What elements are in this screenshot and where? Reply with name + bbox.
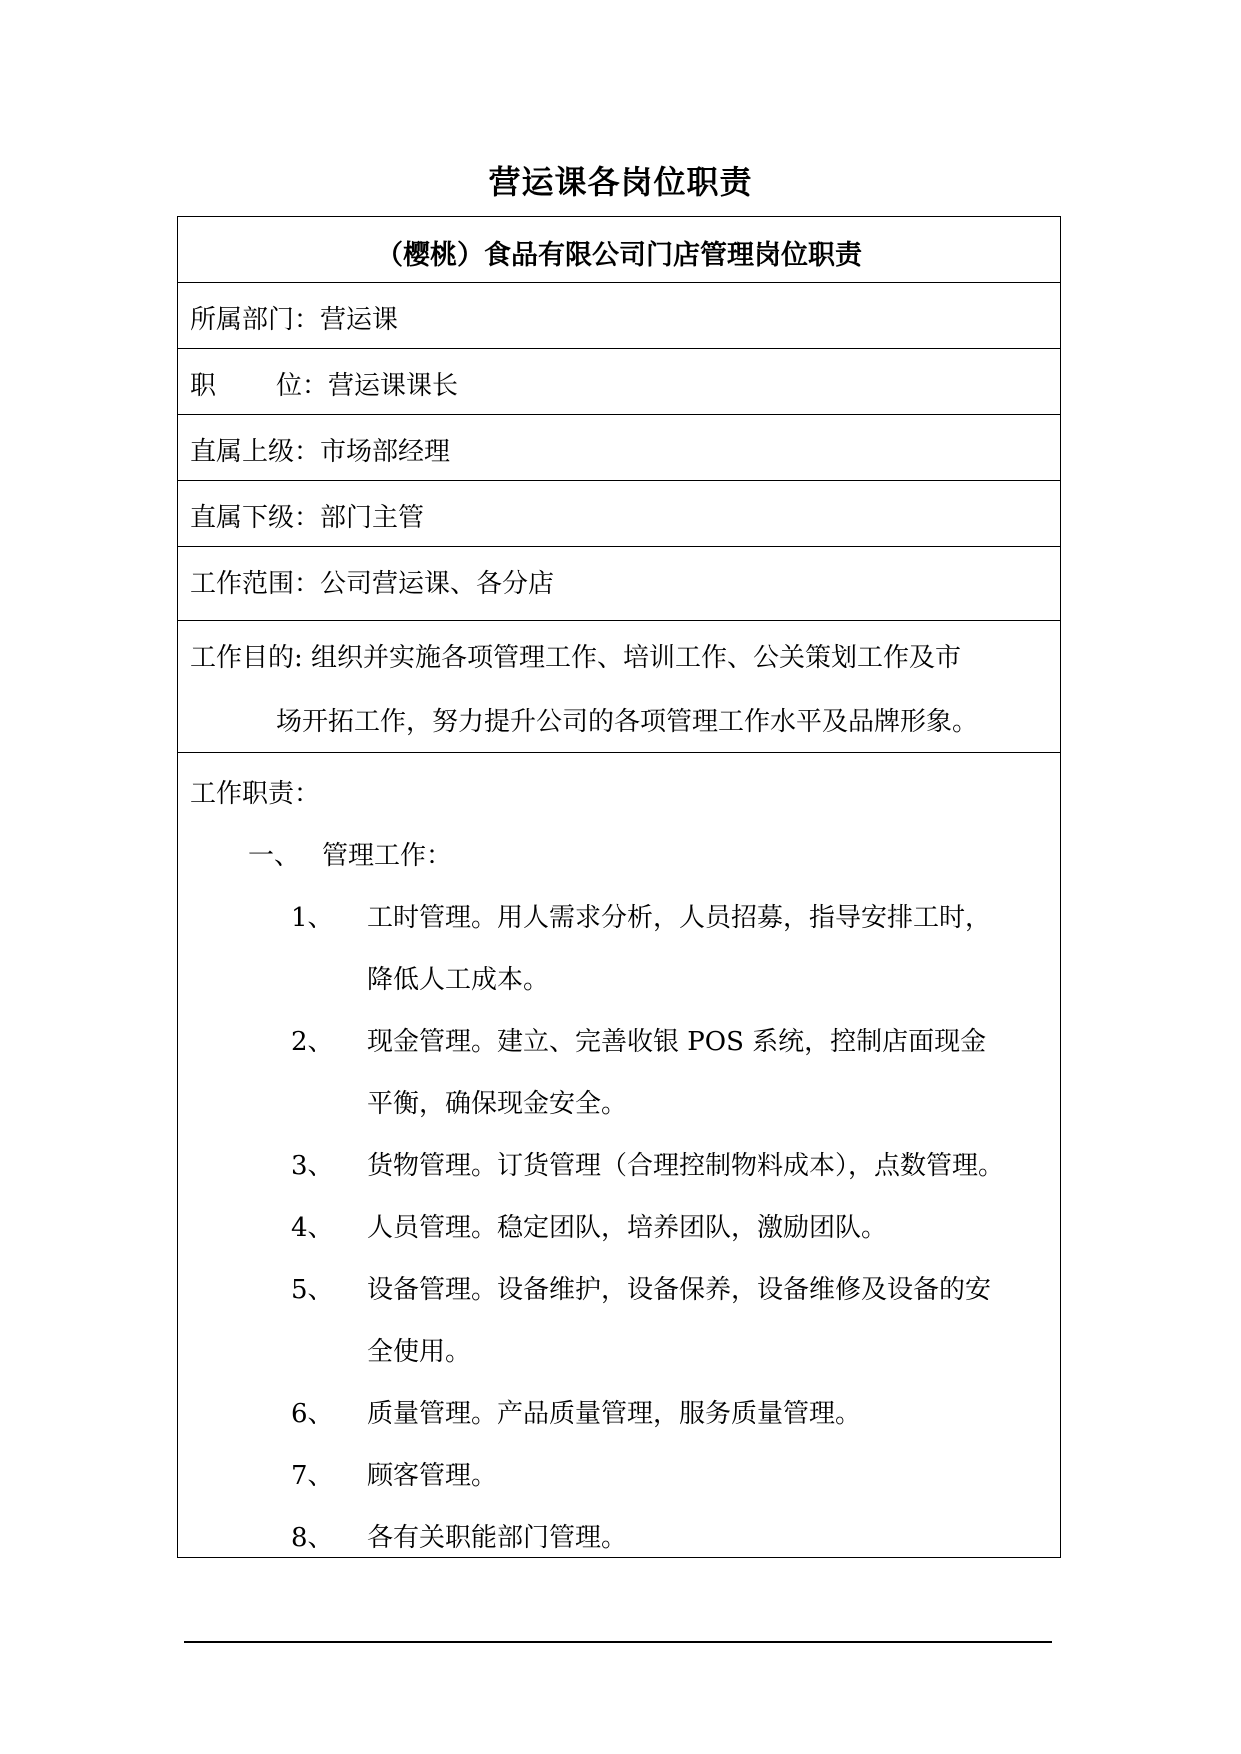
list-item-number: 3、 xyxy=(291,1151,334,1181)
list-item: 顾客管理。 xyxy=(367,1461,498,1491)
list-item-number: 4、 xyxy=(291,1213,334,1243)
department-text: 所属部门：营运课 xyxy=(190,305,399,335)
list-item-number: 6、 xyxy=(291,1399,334,1429)
footer-rule xyxy=(184,1641,1052,1643)
list-item-number: 2、 xyxy=(291,1027,334,1057)
superior-row xyxy=(178,415,1060,481)
list-item-number: 7、 xyxy=(291,1461,334,1491)
purpose-line-1: 工作目的: 组织并实施各项管理工作、培训工作、公关策划工作及市 xyxy=(190,643,962,673)
superior-text: 直属上级：市场部经理 xyxy=(190,437,451,467)
purpose-row xyxy=(178,621,1060,753)
list-item: 质量管理。产品质量管理，服务质量管理。 xyxy=(367,1399,862,1429)
list-item: 各有关职能部门管理。 xyxy=(367,1523,628,1553)
list-item: 设备管理。设备维护，设备保养，设备维修及设备的安 xyxy=(367,1275,992,1305)
scope-text: 工作范围：公司营运课、各分店 xyxy=(190,569,555,599)
duty-table xyxy=(177,216,1061,1558)
list-item: 人员管理。稳定团队，培养团队，激励团队。 xyxy=(367,1213,888,1243)
position-row xyxy=(178,349,1060,415)
subordinate-row xyxy=(178,481,1060,547)
list-item: 现金管理。建立、完善收银 POS 系统，控制店面现金 xyxy=(367,1027,987,1057)
list-item-number: 1、 xyxy=(291,903,334,933)
table-header: （樱桃）食品有限公司门店管理岗位职责 xyxy=(376,240,862,271)
position-text: 位：营运课课长 xyxy=(276,371,459,401)
duties-row xyxy=(178,753,1060,1559)
table-header-row xyxy=(178,217,1060,283)
scope-row xyxy=(178,547,1060,621)
department-row xyxy=(178,283,1060,349)
list-item-continuation: 降低人工成本。 xyxy=(367,965,550,995)
position-label: 职 xyxy=(190,371,217,401)
list-item-number: 8、 xyxy=(291,1523,334,1553)
section-title: 管理工作： xyxy=(322,841,453,871)
list-item-continuation: 平衡，确保现金安全。 xyxy=(367,1089,628,1119)
list-item-number: 5、 xyxy=(291,1275,334,1305)
list-item-continuation: 全使用。 xyxy=(367,1337,472,1367)
page-title: 营运课各岗位职责 xyxy=(488,163,753,201)
duties-heading: 工作职责： xyxy=(190,779,321,809)
purpose-line-2: 场开拓工作，努力提升公司的各项管理工作水平及品牌形象。 xyxy=(276,707,979,737)
section-number: 一、 xyxy=(248,841,301,871)
list-item: 货物管理。订货管理（合理控制物料成本），点数管理。 xyxy=(367,1151,1005,1181)
subordinate-text: 直属下级：部门主管 xyxy=(190,503,425,533)
list-item: 工时管理。用人需求分析，人员招募，指导安排工时， xyxy=(367,903,992,933)
